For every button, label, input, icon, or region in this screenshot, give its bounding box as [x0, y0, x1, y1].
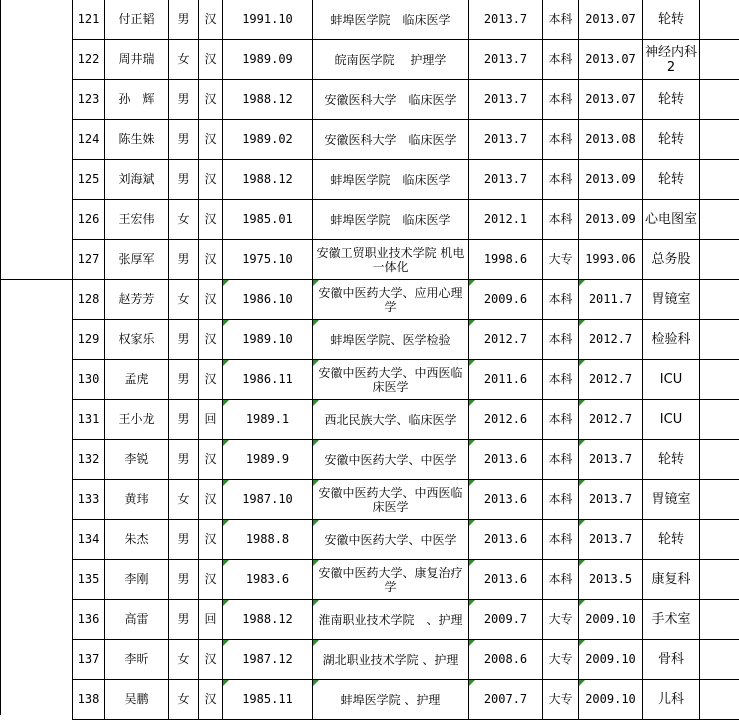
- graduation-date-cell[interactable]: 2012.1: [469, 200, 543, 240]
- serial-number-cell[interactable]: 130: [73, 360, 105, 400]
- ethnicity-cell[interactable]: 汉: [199, 520, 223, 560]
- ethnicity-cell[interactable]: 回: [199, 600, 223, 640]
- start-date-cell[interactable]: 2012.7: [579, 320, 643, 360]
- education-cell[interactable]: 大专: [543, 680, 579, 720]
- school-major-cell[interactable]: 安徽中医药大学、中医学: [313, 440, 469, 480]
- department-cell[interactable]: 康复科: [643, 560, 700, 600]
- department-cell[interactable]: ICU: [643, 360, 700, 400]
- birth-date-cell[interactable]: 1985.01: [223, 200, 313, 240]
- serial-number-cell[interactable]: 131: [73, 400, 105, 440]
- table-row: [73, 400, 739, 440]
- birth-date-cell[interactable]: 1989.02: [223, 120, 313, 160]
- education-cell[interactable]: 本科: [543, 560, 579, 600]
- birth-date-cell[interactable]: 1988.12: [223, 600, 313, 640]
- start-date-cell[interactable]: 2013.7: [579, 440, 643, 480]
- gender-cell[interactable]: 女: [169, 480, 199, 520]
- school-major-cell[interactable]: 安徽中医药大学、康复治疗学: [313, 560, 469, 600]
- serial-number-cell[interactable]: 123: [73, 80, 105, 120]
- name-cell[interactable]: 王宏伟: [105, 200, 169, 240]
- gender-cell[interactable]: 男: [169, 360, 199, 400]
- education-cell[interactable]: 本科: [543, 200, 579, 240]
- birth-date-cell[interactable]: 1991.10: [223, 0, 313, 40]
- department-cell[interactable]: 轮转: [643, 160, 700, 200]
- school-major-cell[interactable]: 湖北职业技术学院 、护理: [313, 640, 469, 680]
- empty-cell[interactable]: [700, 640, 739, 680]
- education-cell[interactable]: 本科: [543, 280, 579, 320]
- graduation-date-cell[interactable]: 2013.7: [469, 160, 543, 200]
- birth-date-cell[interactable]: 1983.6: [223, 560, 313, 600]
- gender-cell[interactable]: 男: [169, 0, 199, 40]
- graduation-date-cell[interactable]: 2013.6: [469, 560, 543, 600]
- name-cell[interactable]: 权家乐: [105, 320, 169, 360]
- start-date-cell[interactable]: 2009.10: [579, 680, 643, 720]
- birth-date-cell[interactable]: 1987.12: [223, 640, 313, 680]
- graduation-date-cell[interactable]: 2012.6: [469, 400, 543, 440]
- name-cell[interactable]: 陈生姝: [105, 120, 169, 160]
- section-divider-line: [0, 279, 72, 280]
- department-cell[interactable]: 轮转: [643, 0, 700, 40]
- table-row: [73, 200, 739, 240]
- table-row: [73, 560, 739, 600]
- birth-date-cell[interactable]: 1989.1: [223, 400, 313, 440]
- serial-number-cell[interactable]: 126: [73, 200, 105, 240]
- school-major-cell[interactable]: 安徽中医药大学、中西医临床医学: [313, 360, 469, 400]
- department-cell[interactable]: 轮转: [643, 120, 700, 160]
- start-date-cell[interactable]: 2013.09: [579, 160, 643, 200]
- birth-date-cell[interactable]: 1975.10: [223, 240, 313, 280]
- name-cell[interactable]: 吴鹏: [105, 680, 169, 720]
- graduation-date-cell[interactable]: 2013.7: [469, 80, 543, 120]
- start-date-cell[interactable]: 2009.10: [579, 640, 643, 680]
- birth-date-cell[interactable]: 1988.8: [223, 520, 313, 560]
- table-row: [73, 440, 739, 480]
- serial-number-cell[interactable]: 133: [73, 480, 105, 520]
- serial-number-cell[interactable]: 135: [73, 560, 105, 600]
- empty-cell[interactable]: [700, 120, 739, 160]
- table-row: [73, 320, 739, 360]
- table-row: [73, 480, 739, 520]
- education-cell[interactable]: 本科: [543, 520, 579, 560]
- serial-number-cell[interactable]: 134: [73, 520, 105, 560]
- serial-number-cell[interactable]: 125: [73, 160, 105, 200]
- empty-cell[interactable]: [700, 320, 739, 360]
- serial-number-cell[interactable]: 136: [73, 600, 105, 640]
- table-row: [73, 240, 739, 280]
- graduation-date-cell[interactable]: 2009.6: [469, 280, 543, 320]
- ethnicity-cell[interactable]: 汉: [199, 560, 223, 600]
- name-cell[interactable]: 李昕: [105, 640, 169, 680]
- start-date-cell[interactable]: 2012.7: [579, 360, 643, 400]
- graduation-date-cell[interactable]: 2013.7: [469, 0, 543, 40]
- gender-cell[interactable]: 男: [169, 440, 199, 480]
- education-cell[interactable]: 本科: [543, 440, 579, 480]
- school-major-cell[interactable]: 蚌埠医学院 临床医学: [313, 200, 469, 240]
- birth-date-cell[interactable]: 1987.10: [223, 480, 313, 520]
- gender-cell[interactable]: 女: [169, 40, 199, 80]
- start-date-cell[interactable]: 2012.7: [579, 400, 643, 440]
- table-row: [73, 40, 739, 80]
- school-major-cell[interactable]: 安徽医科大学 临床医学: [313, 120, 469, 160]
- serial-number-cell[interactable]: 124: [73, 120, 105, 160]
- ethnicity-cell[interactable]: 汉: [199, 360, 223, 400]
- graduation-date-cell[interactable]: 2013.6: [469, 480, 543, 520]
- birth-date-cell[interactable]: 1985.11: [223, 680, 313, 720]
- birth-date-cell[interactable]: 1989.09: [223, 40, 313, 80]
- department-cell[interactable]: 轮转: [643, 520, 700, 560]
- department-cell[interactable]: 轮转: [643, 440, 700, 480]
- department-cell[interactable]: 骨科: [643, 640, 700, 680]
- start-date-cell[interactable]: 2013.7: [579, 520, 643, 560]
- ethnicity-cell[interactable]: 汉: [199, 160, 223, 200]
- education-cell[interactable]: 本科: [543, 400, 579, 440]
- start-date-cell[interactable]: 2011.7: [579, 280, 643, 320]
- ethnicity-cell[interactable]: 汉: [199, 680, 223, 720]
- empty-cell[interactable]: [700, 160, 739, 200]
- school-major-cell[interactable]: 蚌埠医学院 临床医学: [313, 0, 469, 40]
- birth-date-cell[interactable]: 1986.11: [223, 360, 313, 400]
- birth-date-cell[interactable]: 1989.10: [223, 320, 313, 360]
- graduation-date-cell[interactable]: 1998.6: [469, 240, 543, 280]
- gender-cell[interactable]: 男: [169, 400, 199, 440]
- ethnicity-cell[interactable]: 汉: [199, 0, 223, 40]
- serial-number-cell[interactable]: 127: [73, 240, 105, 280]
- ethnicity-cell[interactable]: 汉: [199, 120, 223, 160]
- gender-cell[interactable]: 男: [169, 240, 199, 280]
- empty-cell[interactable]: [700, 680, 739, 720]
- table-row: [73, 0, 739, 40]
- name-cell[interactable]: 张厚军: [105, 240, 169, 280]
- ethnicity-cell[interactable]: 汉: [199, 480, 223, 520]
- name-cell[interactable]: 王小龙: [105, 400, 169, 440]
- gender-cell[interactable]: 男: [169, 520, 199, 560]
- empty-cell[interactable]: [700, 240, 739, 280]
- serial-number-cell[interactable]: 121: [73, 0, 105, 40]
- start-date-cell[interactable]: 1993.06: [579, 240, 643, 280]
- name-cell[interactable]: 孙 辉: [105, 80, 169, 120]
- table-row: [73, 280, 739, 320]
- school-major-cell[interactable]: 安徽中医药大学、应用心理学: [313, 280, 469, 320]
- ethnicity-cell[interactable]: 汉: [199, 200, 223, 240]
- education-cell[interactable]: 大专: [543, 240, 579, 280]
- school-major-cell[interactable]: 淮南职业技术学院 、护理: [313, 600, 469, 640]
- department-cell[interactable]: 儿科: [643, 680, 700, 720]
- education-cell[interactable]: 本科: [543, 320, 579, 360]
- empty-cell[interactable]: [700, 400, 739, 440]
- education-cell[interactable]: 本科: [543, 480, 579, 520]
- school-major-cell[interactable]: 皖南医学院 护理学: [313, 40, 469, 80]
- serial-number-cell[interactable]: 138: [73, 680, 105, 720]
- birth-date-cell[interactable]: 1989.9: [223, 440, 313, 480]
- school-major-cell[interactable]: 安徽医科大学 临床医学: [313, 80, 469, 120]
- empty-cell[interactable]: [700, 440, 739, 480]
- empty-cell[interactable]: [700, 40, 739, 80]
- school-major-cell[interactable]: 安徽工贸职业技术学院 机电一体化: [313, 240, 469, 280]
- education-cell[interactable]: 本科: [543, 360, 579, 400]
- graduation-date-cell[interactable]: 2013.6: [469, 520, 543, 560]
- table-row: [73, 360, 739, 400]
- start-date-cell[interactable]: 2013.07: [579, 80, 643, 120]
- education-cell[interactable]: 本科: [543, 120, 579, 160]
- empty-cell[interactable]: [700, 200, 739, 240]
- department-cell[interactable]: ICU: [643, 400, 700, 440]
- empty-cell[interactable]: [700, 80, 739, 120]
- start-date-cell[interactable]: 2013.08: [579, 120, 643, 160]
- table-row: [73, 80, 739, 120]
- empty-cell[interactable]: [700, 480, 739, 520]
- start-date-cell[interactable]: 2009.10: [579, 600, 643, 640]
- school-major-cell[interactable]: 西北民族大学、临床医学: [313, 400, 469, 440]
- serial-number-cell[interactable]: 132: [73, 440, 105, 480]
- name-cell[interactable]: 朱杰: [105, 520, 169, 560]
- gender-cell[interactable]: 女: [169, 200, 199, 240]
- birth-date-cell[interactable]: 1986.10: [223, 280, 313, 320]
- gender-cell[interactable]: 男: [169, 600, 199, 640]
- ethnicity-cell[interactable]: 汉: [199, 80, 223, 120]
- education-cell[interactable]: 本科: [543, 40, 579, 80]
- graduation-date-cell[interactable]: 2007.7: [469, 680, 543, 720]
- start-date-cell[interactable]: 2013.07: [579, 0, 643, 40]
- school-major-cell[interactable]: 安徽中医药大学、中医学: [313, 520, 469, 560]
- name-cell[interactable]: 黄玮: [105, 480, 169, 520]
- serial-number-cell[interactable]: 129: [73, 320, 105, 360]
- education-cell[interactable]: 大专: [543, 600, 579, 640]
- name-cell[interactable]: 刘海斌: [105, 160, 169, 200]
- gender-cell[interactable]: 男: [169, 120, 199, 160]
- ethnicity-cell[interactable]: 汉: [199, 440, 223, 480]
- graduation-date-cell[interactable]: 2013.6: [469, 440, 543, 480]
- empty-cell[interactable]: [700, 280, 739, 320]
- ethnicity-cell[interactable]: 汉: [199, 640, 223, 680]
- empty-cell[interactable]: [700, 520, 739, 560]
- gender-cell[interactable]: 女: [169, 640, 199, 680]
- department-cell[interactable]: 总务股: [643, 240, 700, 280]
- staff-roster-table: [72, 0, 739, 720]
- left-border-line: [0, 0, 1, 715]
- start-date-cell[interactable]: 2013.7: [579, 480, 643, 520]
- empty-cell[interactable]: [700, 0, 739, 40]
- gender-cell[interactable]: 男: [169, 80, 199, 120]
- ethnicity-cell[interactable]: 汉: [199, 240, 223, 280]
- department-cell[interactable]: 检验科: [643, 320, 700, 360]
- table-row: [73, 680, 739, 720]
- table-row: [73, 160, 739, 200]
- start-date-cell[interactable]: 2013.5: [579, 560, 643, 600]
- name-cell[interactable]: 周井瑞: [105, 40, 169, 80]
- gender-cell[interactable]: 男: [169, 320, 199, 360]
- serial-number-cell[interactable]: 128: [73, 280, 105, 320]
- name-cell[interactable]: 李刚: [105, 560, 169, 600]
- graduation-date-cell[interactable]: 2013.7: [469, 120, 543, 160]
- start-date-cell[interactable]: 2013.07: [579, 40, 643, 80]
- roster-body: [73, 0, 739, 720]
- education-cell[interactable]: 本科: [543, 0, 579, 40]
- department-cell[interactable]: 胃镜室: [643, 280, 700, 320]
- empty-cell[interactable]: [700, 560, 739, 600]
- name-cell[interactable]: 孟虎: [105, 360, 169, 400]
- education-cell[interactable]: 本科: [543, 80, 579, 120]
- department-cell[interactable]: 胃镜室: [643, 480, 700, 520]
- graduation-date-cell[interactable]: 2011.6: [469, 360, 543, 400]
- ethnicity-cell[interactable]: 汉: [199, 40, 223, 80]
- department-cell[interactable]: 神经内科2: [643, 40, 700, 80]
- name-cell[interactable]: 付正韬: [105, 0, 169, 40]
- department-cell[interactable]: 手术室: [643, 600, 700, 640]
- table-row: [73, 600, 739, 640]
- empty-cell[interactable]: [700, 600, 739, 640]
- department-cell[interactable]: 心电图室: [643, 200, 700, 240]
- education-cell[interactable]: 大专: [543, 640, 579, 680]
- gender-cell[interactable]: 男: [169, 160, 199, 200]
- graduation-date-cell[interactable]: 2012.7: [469, 320, 543, 360]
- graduation-date-cell[interactable]: 2013.7: [469, 40, 543, 80]
- school-major-cell[interactable]: 蚌埠医学院、医学检验: [313, 320, 469, 360]
- name-cell[interactable]: 赵芳芳: [105, 280, 169, 320]
- birth-date-cell[interactable]: 1988.12: [223, 160, 313, 200]
- serial-number-cell[interactable]: 122: [73, 40, 105, 80]
- table-row: [73, 520, 739, 560]
- school-major-cell[interactable]: 安徽中医药大学、中西医临床医学: [313, 480, 469, 520]
- school-major-cell[interactable]: 蚌埠医学院 、护理: [313, 680, 469, 720]
- department-cell[interactable]: 轮转: [643, 80, 700, 120]
- graduation-date-cell[interactable]: 2008.6: [469, 640, 543, 680]
- name-cell[interactable]: 李锐: [105, 440, 169, 480]
- serial-number-cell[interactable]: 137: [73, 640, 105, 680]
- table-row: [73, 120, 739, 160]
- ethnicity-cell[interactable]: 回: [199, 400, 223, 440]
- ethnicity-cell[interactable]: 汉: [199, 280, 223, 320]
- gender-cell[interactable]: 女: [169, 280, 199, 320]
- table-row: [73, 640, 739, 680]
- gender-cell[interactable]: 女: [169, 680, 199, 720]
- name-cell[interactable]: 高雷: [105, 600, 169, 640]
- start-date-cell[interactable]: 2013.09: [579, 200, 643, 240]
- school-major-cell[interactable]: 蚌埠医学院 临床医学: [313, 160, 469, 200]
- education-cell[interactable]: 本科: [543, 160, 579, 200]
- gender-cell[interactable]: 男: [169, 560, 199, 600]
- empty-cell[interactable]: [700, 360, 739, 400]
- ethnicity-cell[interactable]: 汉: [199, 320, 223, 360]
- graduation-date-cell[interactable]: 2009.7: [469, 600, 543, 640]
- birth-date-cell[interactable]: 1988.12: [223, 80, 313, 120]
